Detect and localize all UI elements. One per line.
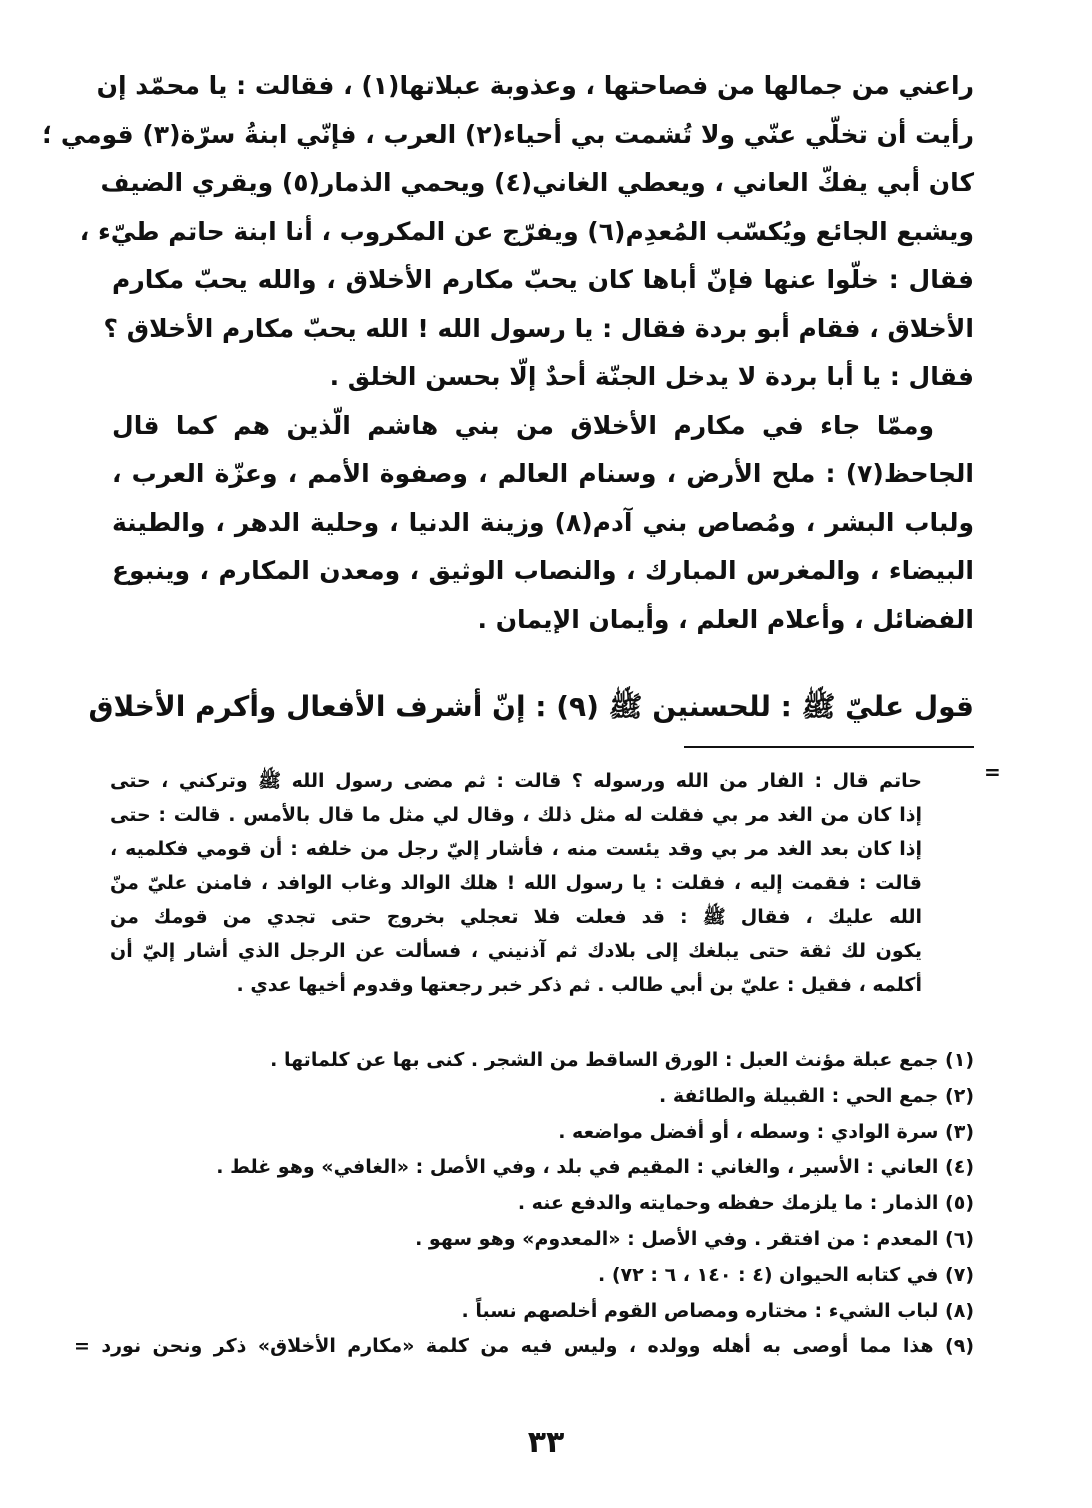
footnote-line: أكلمه ، فقيل : عليّ بن أبي طالب . ثم ذكر خبر رجعتها وقدوم أخيها عدي .: [236, 974, 922, 996]
footnote-line: حاتم قال : الفار من الله ورسوله ؟ قالت : ثم مضى رسول الله ﷺ وتركني ، حتى: [110, 770, 922, 792]
main-text-body: [42, 62, 974, 644]
footnote-line: الله عليك ، فقال ﷺ : قد فعلت فلا تعجلي بخروج حتى تجدي من قومك من: [110, 906, 922, 928]
text-line: فقال : يا أبا بردة لا يدخل الجنّة أحدٌ إلّا بحسن الخلق .: [329, 362, 974, 391]
footnote: (٨) لباب الشيء : مختاره ومصاص القوم أخلصهم نسباً .: [461, 1299, 974, 1322]
text-line: الجاحظ(٧) : ملح الأرض ، وسنام العالم ، وصفوة الأمم ، وعزّة العرب ،: [112, 459, 974, 488]
footnote-line: قالت : فقمت إليه ، فقلت : يا رسول الله ! هلك الوالد وغاب الوافد ، فامنن عليّ منّ: [110, 872, 922, 894]
text-line: رأيت أن تخلّي عنّي ولا تُشمت بي أحياء(٢) العرب ، فإنّي ابنةُ سرّة(٣) قومي ؛: [42, 119, 974, 149]
footnote: (٢) جمع الحي : القبيلة والطائفة .: [658, 1084, 974, 1107]
text-line: وممّا جاء في مكارم الأخلاق من بني هاشم الّذين هم كما قال: [112, 410, 934, 440]
page-number: ٣٣: [527, 1425, 565, 1460]
footnote: (٣) سرة الوادي : وسطه ، أو أفضل مواضعه .: [558, 1120, 974, 1143]
text-line: الأخلاق ، فقام أبو بردة فقال : يا رسول الله ! الله يحبّ مكارم الأخلاق ؟: [103, 313, 974, 343]
continuation-mark: =: [984, 760, 1001, 784]
footnotes-list: [74, 1043, 974, 1365]
text-line: ولباب البشر ، ومُصاص بني آدم(٨) وزينة الدنيا ، وحلية الدهر ، والطينة: [112, 507, 974, 537]
footnote: (٦) المعدم : من افتقر . وفي الأصل : «المعدوم» وهو سهو .: [415, 1227, 974, 1250]
footnote: (٤) العاني : الأسير ، والغاني : المقيم في بلد ، وفي الأصل : «الغافي» وهو غلط .: [216, 1156, 974, 1179]
text-line: راعني من جمالها من فصاحتها ، وعذوبة عبلاتها(١) ، فقالت : يا محمّد إن: [96, 71, 974, 100]
paragraph-1: [42, 62, 974, 402]
footnote: (٧) في كتابه الحيوان (٤ : ١٤٠ ، ٦ : ٧٢) .: [598, 1263, 974, 1286]
footnote-line: يكون لك ثقة حتى يبلغك إلى بلادك ثم آذنيني ، فسألت عن الرجل الذي أشار إليّ أن: [110, 940, 922, 962]
text-line: البيضاء ، والمغرس المبارك ، والنصاب الوثيق ، ومعدن المكارم ، وينبوع: [112, 556, 974, 585]
footnote: (٩) هذا مما أوصى به أهله وولده ، وليس فيه من كلمة «مكارم الأخلاق» ذكر ونحن نورد =: [74, 1335, 974, 1358]
section-heading: قول عليّ ﷺ : للحسنين ﷺ (٩) : إنّ أشرف الأفعال وأكرم الأخلاق: [88, 690, 974, 723]
footnote: (١) جمع عبلة مؤنث العبل : الورق الساقط من الشجر . كنى بها عن كلماتها .: [270, 1049, 974, 1071]
text-line: ويشبع الجائع ويُكسّب المُعدِم(٦) ويفرّج عن المكروب ، أنا ابنة حاتم طيّء ،: [79, 216, 974, 246]
footnote-continued: [110, 764, 922, 1002]
text-line: الفضائل ، وأعلام العلم ، وأيمان الإيمان .: [477, 604, 974, 634]
paragraph-2: [112, 402, 974, 645]
footnote-separator: [684, 746, 974, 748]
footnote: (٥) الذمار : ما يلزمك حفظه وحمايته والدفع عنه .: [517, 1192, 974, 1215]
footnote-line: إذا كان من الغد مر بي فقلت له مثل ذلك ، وقال لي مثل ما قال بالأمس . قالت : حتى: [110, 804, 922, 826]
footnote-line: إذا كان بعد الغد مر بي وقد يئست منه ، فأشار إليّ رجل من خلفه : أن قومي فكلميه ،: [110, 838, 922, 860]
text-line: كان أبي يفكّ العاني ، ويعطي الغاني(٤) ويحمي الذمار(٥) ويقري الضيف: [100, 168, 974, 197]
text-line: فقال : خلّوا عنها فإنّ أباها كان يحبّ مكارم الأخلاق ، والله يحبّ مكارم: [112, 265, 974, 294]
